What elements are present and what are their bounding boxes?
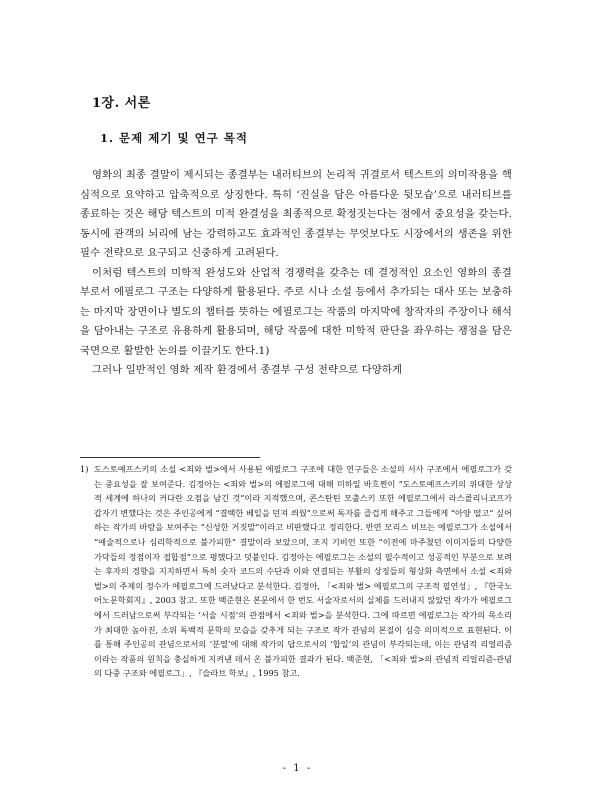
footnote-number: 1) bbox=[80, 464, 89, 474]
body-text bbox=[80, 166, 512, 381]
footnote bbox=[80, 462, 512, 681]
footnote-divider bbox=[80, 457, 260, 458]
footnote-text: 도스토예프스키의 소설 <죄와 벌>에서 사용된 에필로그 구조에 대한 연구들은 소설의 서사 구조에서 에필로그가 갖는 중요성을 잘 보여준다. 김정아는 <죄와 벌>의 에필로그에 대해 미하일 바흐찐이 “도스토예프스키의 위대한 상상적 세계에 하나의 커다란 오점을 남긴 것”이라 지적했으며, 콘스탄틴 모출스키 또한 에필로그에서 라스콜리니코프가 갑자기 변했다는 것은 주인공에게 “결백한 베일을 던져 씌웠”으로써 독자를 즐겁게 해주고 그들에게 “아양 떨고” 싶어 하는 작가의 바람을 보여주는 “신성한 거짓말”이라고 비판했다고 정리한다. 반면 모리스 비브는 에필로그가 소설에서 “예술적으로나 심리학적으로 불가피한” 결말이라 보았으며, 조지 기비언 또한 “이전에 마주쳤던 이미지들의 다양한 가닥들의 정점이자 접합점”으로 평했다고 덧붙인다. 김정아는 에필로그는 소설의 필수적이고 성공적인 부분으로 보려는 후자의 경향을 지지하면서 특히 숫자 코드의 수단과 이와 연결되는 부활의 상징들의 형상화 측면에서 소설 <죄와 벌>의 주제의 정수가 에필로그에 드러났다고 분석한다. 김정아, 「<죄와 벌> 에필로그의 구조적 필연성」, 『한국노어노문학회지』, 2003 참고. 또한 백준현은 본문에서 한 번도 서술자로서의 실체를 드러내지 않았던 작가가 에필로그에서 드러남으로써 부각되는 ‘서술 시점’의 관점에서 <죄와 벌>을 분석한다. 그에 따르면 에필로그는 작가의 목소리가 최대한 높아진, 소위 독백적 문학의 모습을 갖추게 되는 구조로 작가 관념의 본질이 심층 의미적으로 표현된다. 이를 통해 주인공의 관념으로서의 ‘분열’에 대해 작가의 답으로서의 ‘합일’의 관념이 부각되는데, 이는 관념적 리얼리즘이라는 작품의 원칙을 충실하게 지켜낸 데서 온 불가피한 결과가 된다. 백준현, 「<죄와 벌>의 관념적 리얼리즘-관념의 다중 구조와 에필로그」, 『슬라브 학보』, 1995 참고. bbox=[94, 464, 512, 679]
page-number: - 1 - bbox=[282, 763, 313, 774]
paragraph: 그러나 일반적인 영화 제작 환경에서 종결부 구성 전략으로 다양하게 bbox=[92, 364, 403, 376]
section-title: 1. 문제 제기 및 연구 목적 bbox=[100, 131, 249, 145]
paragraph: 이처럼 텍스트의 미학적 완성도와 산업적 경쟁력을 갖추는 데 결정적인 요소인 영화의 종결부로서 에필로그 구조는 다양하게 활용된다. 주로 시나 소설 등에서 추가되는 대사 또는 보충하는 마지막 장면이나 별도의 챕터를 뜻하는 에필로그는 작품의 마지막에 창작자의 주장이나 해석을 담아내는 구조로 유용하게 활용되며, 해당 작품에 대한 미학적 판단을 좌우하는 쟁점을 담은 국면으로 활발한 논의를 이끌기도 한다.1) bbox=[80, 266, 512, 357]
chapter-title: 1장. 서론 bbox=[92, 96, 151, 111]
paragraph: 영화의 최종 결말이 제시되는 종결부는 내러티브의 논리적 귀결로서 텍스트의 의미작용을 핵심적으로 요약하고 압축적으로 상징한다. 특히 ‘진실을 담은 아름다운 뒷모습’으로 내러티브를 종료하는 것은 해당 텍스트의 미적 완결성을 최종적으로 확정짓는다는 점에서 중요성을 갖는다. 동시에 관객의 뇌리에 남는 강력하고도 효과적인 종결부는 무엇보다도 시장에서의 생존을 위한 필수 전략으로 요구되고 신중하게 고려된다. bbox=[80, 169, 512, 259]
